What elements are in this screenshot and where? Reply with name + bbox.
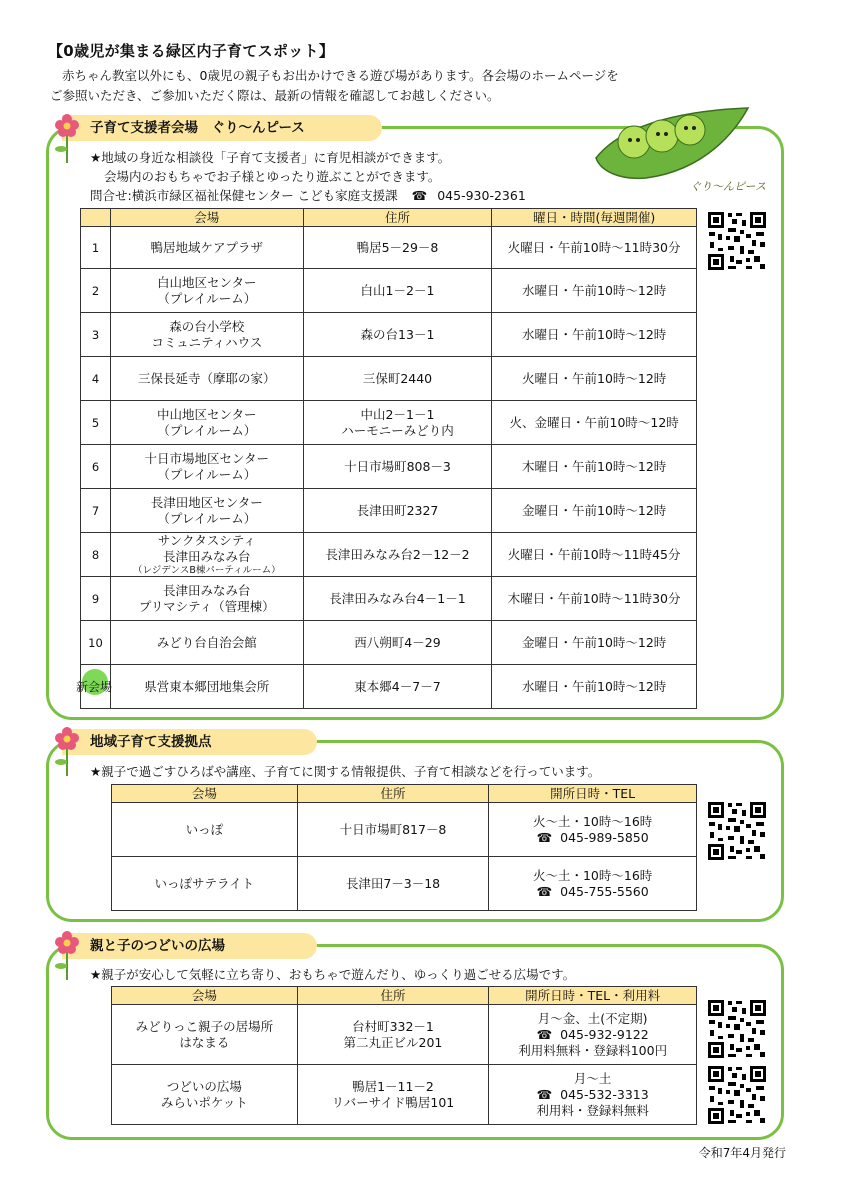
address-cell-line: 森の台13－1 xyxy=(360,326,435,342)
venue-cell xyxy=(110,269,303,313)
row-number-line: 5 xyxy=(91,415,100,430)
address-cell xyxy=(303,269,492,313)
phone-line xyxy=(491,884,694,900)
row-number-line: 2 xyxy=(91,283,100,298)
opening-days: 月～土 xyxy=(573,1070,612,1086)
venue-cell-line: 長津田みなみ台 xyxy=(163,549,251,564)
row-number-line: 1 xyxy=(91,240,100,255)
venue-cell xyxy=(112,857,298,911)
venue-cell xyxy=(110,577,303,621)
venue-cell-line: みどり台自治会館 xyxy=(156,634,257,650)
table-header-row xyxy=(112,785,697,803)
address-cell-line: 十日市場町817－8 xyxy=(339,821,447,837)
schedule-cell-line: 火曜日・午前10時～11時30分 xyxy=(507,239,681,255)
telephone-icon: ☎ xyxy=(536,1026,553,1042)
address-cell xyxy=(303,445,492,489)
row-number xyxy=(81,577,111,621)
address-cell-line: 三保町2440 xyxy=(362,370,433,386)
address-cell-line: 第二丸正ビル201 xyxy=(343,1034,443,1050)
table-row xyxy=(81,665,697,709)
address-cell-line: 鴨居5－29－8 xyxy=(356,239,439,255)
schedule-cell-line: 水曜日・午前10時～12時 xyxy=(522,326,667,342)
table-row xyxy=(112,1005,697,1065)
section-1-note-1: ★地域の身近な相談役「子育て支援者」に育児相談ができます。 xyxy=(90,150,451,165)
section-1-heading: 子育て支援者会場 ぐり～んピース xyxy=(62,115,382,141)
telephone-icon: ☎ xyxy=(411,188,428,203)
address-cell-line: 長津田みなみ台2－12－2 xyxy=(325,546,470,562)
fee-text: 利用料無料・登録料100円 xyxy=(518,1042,668,1058)
venue-cell-line: 中山地区センター xyxy=(157,406,257,422)
header-venue: 会場 xyxy=(112,987,298,1005)
venue-cell-line: つどいの広場 xyxy=(166,1078,242,1094)
phone-line xyxy=(491,830,694,846)
table-row xyxy=(81,357,697,401)
venue-cell xyxy=(110,621,303,665)
header-hours-fee: 開所日時・TEL・利用料 xyxy=(489,987,697,1005)
issue-date: 令和7年4月発行 xyxy=(698,1146,786,1160)
venue-cell xyxy=(112,803,298,857)
address-cell-line: 鴨居1－11－2 xyxy=(352,1078,434,1094)
address-cell xyxy=(303,665,492,709)
venue-cell xyxy=(110,227,303,269)
mascot-label: ぐり～んピース xyxy=(690,180,767,193)
table-row xyxy=(81,489,697,533)
phone-number[interactable]: 045-532-3313 xyxy=(560,1086,649,1102)
venue-cell-line: 県営東本郷団地集会所 xyxy=(144,678,270,694)
venue-cell-line: （レジデンスB棟パーティルーム） xyxy=(133,565,281,576)
header-address: 住所 xyxy=(297,785,489,803)
phone-number[interactable]: 045-932-9122 xyxy=(560,1026,649,1042)
flower-icon xyxy=(52,113,82,165)
opening-days: 火～土・10時～16時 xyxy=(532,813,653,829)
schedule-cell-line: 水曜日・午前10時～12時 xyxy=(522,282,667,298)
schedule-cell xyxy=(492,489,697,533)
row-number xyxy=(81,313,111,357)
address-cell-line: 十日市場町808－3 xyxy=(344,458,451,474)
hours-fee-cell xyxy=(489,1065,697,1125)
table-header-row xyxy=(112,987,697,1005)
venue-cell xyxy=(110,445,303,489)
schedule-cell-line: 火曜日・午前10時～12時 xyxy=(522,370,667,386)
address-cell xyxy=(303,577,492,621)
qr-code-icon[interactable] xyxy=(706,210,768,272)
opening-days: 火～土・10時～16時 xyxy=(532,867,653,883)
page-title: 【0歳児が集まる緑区内子育てスポット】 xyxy=(48,42,335,60)
schedule-cell xyxy=(492,269,697,313)
address-cell xyxy=(303,313,492,357)
hours-cell xyxy=(489,803,697,857)
venue-cell-line: いっぽ xyxy=(185,821,224,837)
row-number-line: 7 xyxy=(91,503,100,518)
telephone-icon: ☎ xyxy=(536,883,553,899)
table-row xyxy=(81,401,697,445)
section-1-table xyxy=(80,208,697,709)
table-row xyxy=(81,577,697,621)
header-venue: 会場 xyxy=(110,209,303,227)
table-row xyxy=(81,269,697,313)
venue-cell xyxy=(110,533,303,577)
phone-line xyxy=(491,1087,694,1103)
table-header-row xyxy=(81,209,697,227)
row-number-line: 9 xyxy=(91,591,100,606)
table-row xyxy=(81,621,697,665)
phone-number[interactable]: 045-755-5560 xyxy=(560,883,649,899)
venue-cell-line: コミュニティハウス xyxy=(151,334,263,350)
contact-label: 問合せ:横浜市緑区福祉保健センター こども家庭支援課 xyxy=(90,188,398,203)
address-cell xyxy=(303,401,492,445)
row-number xyxy=(81,401,111,445)
header-address: 住所 xyxy=(297,987,489,1005)
address-cell-line: 長津田みなみ台4－1－1 xyxy=(329,590,466,606)
venue-cell-line: 森の台小学校 xyxy=(169,318,245,334)
table-row xyxy=(81,227,697,269)
phone-line xyxy=(491,1027,694,1043)
address-cell xyxy=(303,533,492,577)
address-cell xyxy=(297,857,489,911)
address-cell-line: リバーサイド鴨居101 xyxy=(331,1094,455,1110)
row-number xyxy=(81,445,111,489)
row-number-line: 10 xyxy=(88,635,103,650)
table-row xyxy=(112,803,697,857)
address-cell xyxy=(303,489,492,533)
intro-line-2: ご参照いただき、ご参加いただく際は、最新の情報を確認してお越しください。 xyxy=(50,88,500,103)
header-address: 住所 xyxy=(303,209,492,227)
address-cell xyxy=(297,1065,489,1125)
venue-cell xyxy=(110,665,303,709)
schedule-cell xyxy=(492,357,697,401)
header-hours: 開所日時・TEL xyxy=(489,785,697,803)
row-number xyxy=(81,357,111,401)
schedule-cell-line: 水曜日・午前10時～12時 xyxy=(522,678,667,694)
schedule-cell xyxy=(492,445,697,489)
table-row xyxy=(81,445,697,489)
flower-icon xyxy=(52,726,82,778)
venue-cell-line: はなまる xyxy=(179,1034,230,1050)
section-1-note-2: 会場内のおもちゃでお子様とゆったり遊ぶことができます。 xyxy=(104,169,441,184)
schedule-cell xyxy=(492,401,697,445)
schedule-cell xyxy=(492,227,697,269)
venue-cell-line: （プレイルーム） xyxy=(157,510,257,526)
flower-icon xyxy=(52,930,82,982)
telephone-icon: ☎ xyxy=(536,829,553,845)
table-row xyxy=(112,857,697,911)
phone-number[interactable]: 045-989-5850 xyxy=(560,829,649,845)
qr-code-icon[interactable] xyxy=(706,1064,768,1126)
address-cell xyxy=(303,227,492,269)
qr-code-icon[interactable] xyxy=(706,998,768,1060)
schedule-cell xyxy=(492,577,697,621)
telephone-icon: ☎ xyxy=(536,1086,553,1102)
section-1-contact xyxy=(90,186,526,204)
hours-fee-cell xyxy=(489,1005,697,1065)
venue-cell-line: プリマシティ（管理棟） xyxy=(138,598,275,614)
row-number xyxy=(81,489,111,533)
venue-cell xyxy=(112,1005,298,1065)
fee-text: 利用料・登録料無料 xyxy=(536,1102,649,1118)
row-number xyxy=(81,227,111,269)
venue-cell-line: （プレイルーム） xyxy=(157,290,257,306)
address-cell-line: 長津田町2327 xyxy=(356,502,439,518)
section-3-heading: 親と子のつどいの広場 xyxy=(62,933,317,959)
venue-cell xyxy=(110,313,303,357)
venue-cell-line: （プレイルーム） xyxy=(157,422,257,438)
section-3-note: ★親子が安心して気軽に立ち寄り、おもちゃで遊んだり、ゆっくり過ごせる広場です。 xyxy=(90,967,576,982)
venue-cell-line: 十日市場地区センター xyxy=(144,450,270,466)
section-2-table xyxy=(111,784,697,911)
venue-cell xyxy=(112,1065,298,1125)
row-number-line: 3 xyxy=(91,327,100,342)
address-cell-line: 台村町332－1 xyxy=(352,1018,434,1034)
venue-cell-line: みどりっこ親子の居場所 xyxy=(135,1018,274,1034)
section-2-heading: 地域子育て支援拠点 xyxy=(62,729,317,755)
venue-cell-line: 鴨居地域ケアプラザ xyxy=(150,239,264,255)
header-schedule: 曜日・時間(毎週開催) xyxy=(492,209,697,227)
table-row xyxy=(112,1065,697,1125)
venue-cell-line: 三保長延寺（摩耶の家） xyxy=(138,370,276,386)
green-pea-mascot-icon xyxy=(586,100,756,190)
venue-cell-line: 長津田みなみ台 xyxy=(163,582,251,598)
table-row xyxy=(81,533,697,577)
address-cell xyxy=(303,621,492,665)
schedule-cell xyxy=(492,665,697,709)
address-cell-line: ハーモニーみどり内 xyxy=(341,422,454,438)
venue-cell-line: いっぽサテライト xyxy=(154,875,255,891)
schedule-cell-line: 金曜日・午前10時～12時 xyxy=(522,634,667,650)
hours-cell xyxy=(489,857,697,911)
table-row xyxy=(81,313,697,357)
section-2-note: ★親子で過ごすひろばや講座、子育てに関する情報提供、子育て相談などを行っています。 xyxy=(90,764,601,779)
address-cell xyxy=(303,357,492,401)
schedule-cell xyxy=(492,313,697,357)
qr-code-icon[interactable] xyxy=(706,800,768,862)
schedule-cell-line: 火曜日・午前10時～11時45分 xyxy=(507,546,681,562)
new-venue-label: 新会場 xyxy=(76,680,113,694)
opening-days: 月～金、土(不定期) xyxy=(537,1010,648,1026)
address-cell xyxy=(297,803,489,857)
venue-cell xyxy=(110,401,303,445)
schedule-cell-line: 木曜日・午前10時～12時 xyxy=(522,458,667,474)
section-3-table xyxy=(111,986,697,1125)
venue-cell-line: サンクタスシティ xyxy=(157,533,256,548)
row-number xyxy=(81,269,111,313)
intro-line-1: 赤ちゃん教室以外にも、0歳児の親子もお出かけできる遊び場があります。各会場のホームページを xyxy=(62,68,619,83)
address-cell-line: 白山1－2－1 xyxy=(360,282,435,298)
row-number xyxy=(81,621,111,665)
venue-cell-line: 長津田地区センター xyxy=(150,494,263,510)
schedule-cell-line: 金曜日・午前10時～12時 xyxy=(522,502,667,518)
row-number xyxy=(81,533,111,577)
schedule-cell-line: 火、金曜日・午前10時～12時 xyxy=(509,414,679,430)
schedule-cell xyxy=(492,621,697,665)
schedule-cell xyxy=(492,533,697,577)
address-cell xyxy=(297,1005,489,1065)
venue-cell-line: みらいポケット xyxy=(160,1094,248,1110)
venue-cell xyxy=(110,489,303,533)
row-number-line: 8 xyxy=(91,547,100,562)
venue-cell-line: （プレイルーム） xyxy=(157,466,257,482)
contact-phone[interactable]: 045-930-2361 xyxy=(437,188,526,203)
address-cell-line: 中山2－1－1 xyxy=(360,406,435,422)
address-cell-line: 西八朔町4－29 xyxy=(354,634,441,650)
schedule-cell-line: 木曜日・午前10時～11時30分 xyxy=(507,590,681,606)
header-venue: 会場 xyxy=(112,785,298,803)
venue-cell xyxy=(110,357,303,401)
address-cell-line: 東本郷4－7－7 xyxy=(354,678,441,694)
row-number-line: 6 xyxy=(91,459,100,474)
address-cell-line: 長津田7－3－18 xyxy=(345,875,441,891)
row-number-line: 4 xyxy=(91,371,100,386)
venue-cell-line: 白山地区センター xyxy=(157,274,257,290)
